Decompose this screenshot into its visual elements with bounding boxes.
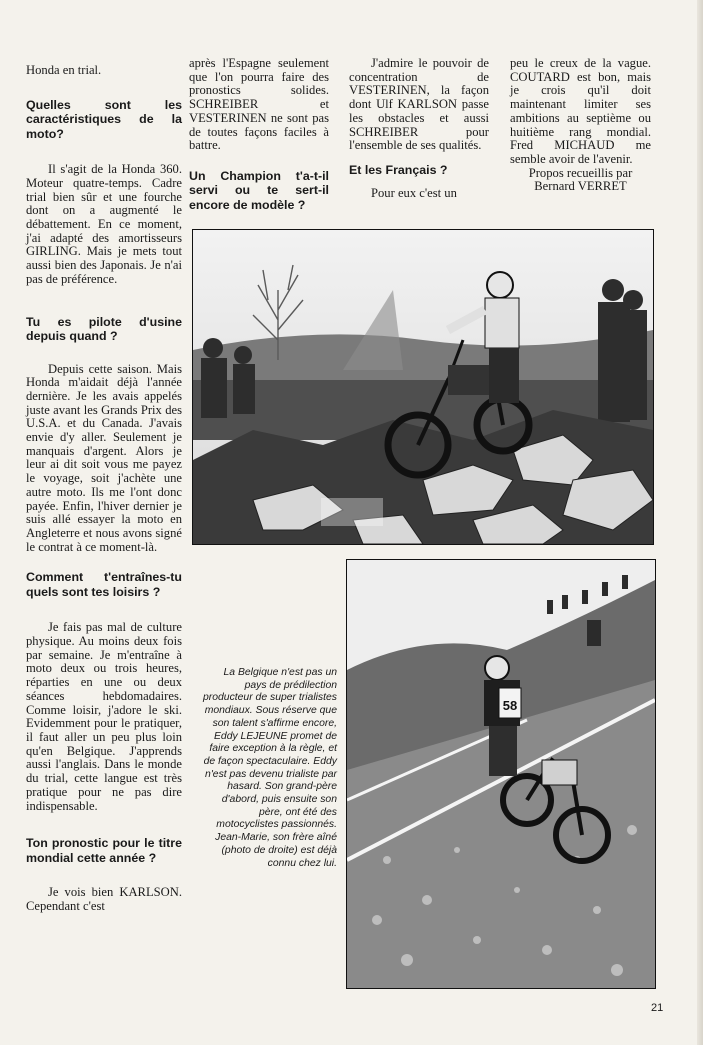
trial-photo-slope	[346, 559, 656, 989]
trial-photo-rocks	[192, 229, 654, 545]
paragraph: Je vois bien KARLSON. Cependant c'est	[26, 885, 182, 913]
photo-image	[347, 560, 655, 988]
paragraph: Honda en trial.	[26, 63, 102, 77]
question-heading: Un Champion t'a-t-il servi ou te sert-il encore de modèle ?	[189, 168, 329, 212]
question-heading: Ton pronostic pour le titre mondial cette année ?	[26, 836, 182, 865]
paragraph: J'admire le pouvoir de concentration de VESTERINEN, la façon dont Ulf KARLSON passe les obstacles et aussi SCHREIBER pour l'ensemble de ses qualités.	[349, 56, 489, 153]
column-4	[510, 57, 651, 194]
paragraph: peu le creux de la vague. COUTARD est bon, mais je crois qu'il doit maintenant limiter ses ambitions au septième ou huitième rang mondial. Fred MICHAUD me semble avoir de l'avenir.	[510, 56, 651, 166]
column-2	[189, 57, 329, 212]
paragraph: Je fais pas mal de culture physique. Au moins deux fois par semaine. Je m'entraîne à moto deux ou trois heures, réparties en une ou deux séances hebdomadaires. Comme loisir, j'adore le ski. Evidemment pour le pratiquer, il faut aller un peu plus loin qu'en Belgique. J'apprends aussi l'anglais. Dans le monde du trial, cette langue est très pratique pour ne pas dire indispensable.	[26, 620, 182, 813]
paragraph: après l'Espagne seulement que l'on pourra faire des pronostics solides. SCHREIBER et VESTERINEN ne sont pas de toutes façons faciles à battre.	[189, 56, 329, 153]
question-heading: Quelles sont les caractéristiques de la moto?	[26, 97, 182, 141]
paragraph: Il s'agit de la Honda 360. Moteur quatre-temps. Cadre trial bien sûr et une fourche dont on a augmenté le débattement. En ce moment, j'ai adapté des amortisseurs GIRLING. Mais je mets tout aussi bien des Japonais. Je n'ai pas de préférence.	[26, 162, 182, 286]
paragraph: Depuis cette saison. Mais Honda m'aidait déjà l'année dernière. Je les avais appelés juste avant les Grands Prix des U.S.A. et du Canada. J'avais envie d'y aller. Seulement je manquais d'argent. Alors je leur ai dit soit vous me payez le voyage, soit j'achète une autre moto. Ils me l'ont donc payée. Enfin, l'hiver dernier je suis allé essayer la moto en Angleterre et nous avons signé le contrat à ce moment-là.	[26, 361, 182, 554]
question-heading: Tu es pilote d'usine depuis quand ?	[26, 314, 182, 344]
photo-image	[193, 230, 653, 544]
signature-line: Propos recueillis par	[528, 165, 633, 180]
page-number: 21	[651, 1002, 664, 1014]
paragraph: Pour eux c'est un	[371, 186, 457, 201]
column-3	[349, 57, 489, 201]
page-edge	[697, 0, 703, 1045]
column-1	[26, 64, 182, 914]
rider-number-bib: 58	[502, 698, 518, 713]
question-heading: Et les Français ?	[349, 162, 448, 177]
author-name: Bernard VERRET	[534, 179, 627, 194]
photo-caption: La Belgique n'est pas un pays de prédilection producteur de super trialistes mondiaux. Sous réserve que son talent s'affirme encore, Eddy LEJEUNE promet de faire exception à la règle, et de façon spectaculaire. Eddy n'est pas devenu trialiste par hasard. Son grand-père d'abord, puis ensuite son père, ont été des motocyclistes passionnés. Jean-Marie, son frère aîné (photo de droite) est déjà connu chez lui.	[203, 667, 337, 869]
question-heading: Comment t'entraînes-tu quels sont tes loisirs ?	[26, 570, 182, 599]
